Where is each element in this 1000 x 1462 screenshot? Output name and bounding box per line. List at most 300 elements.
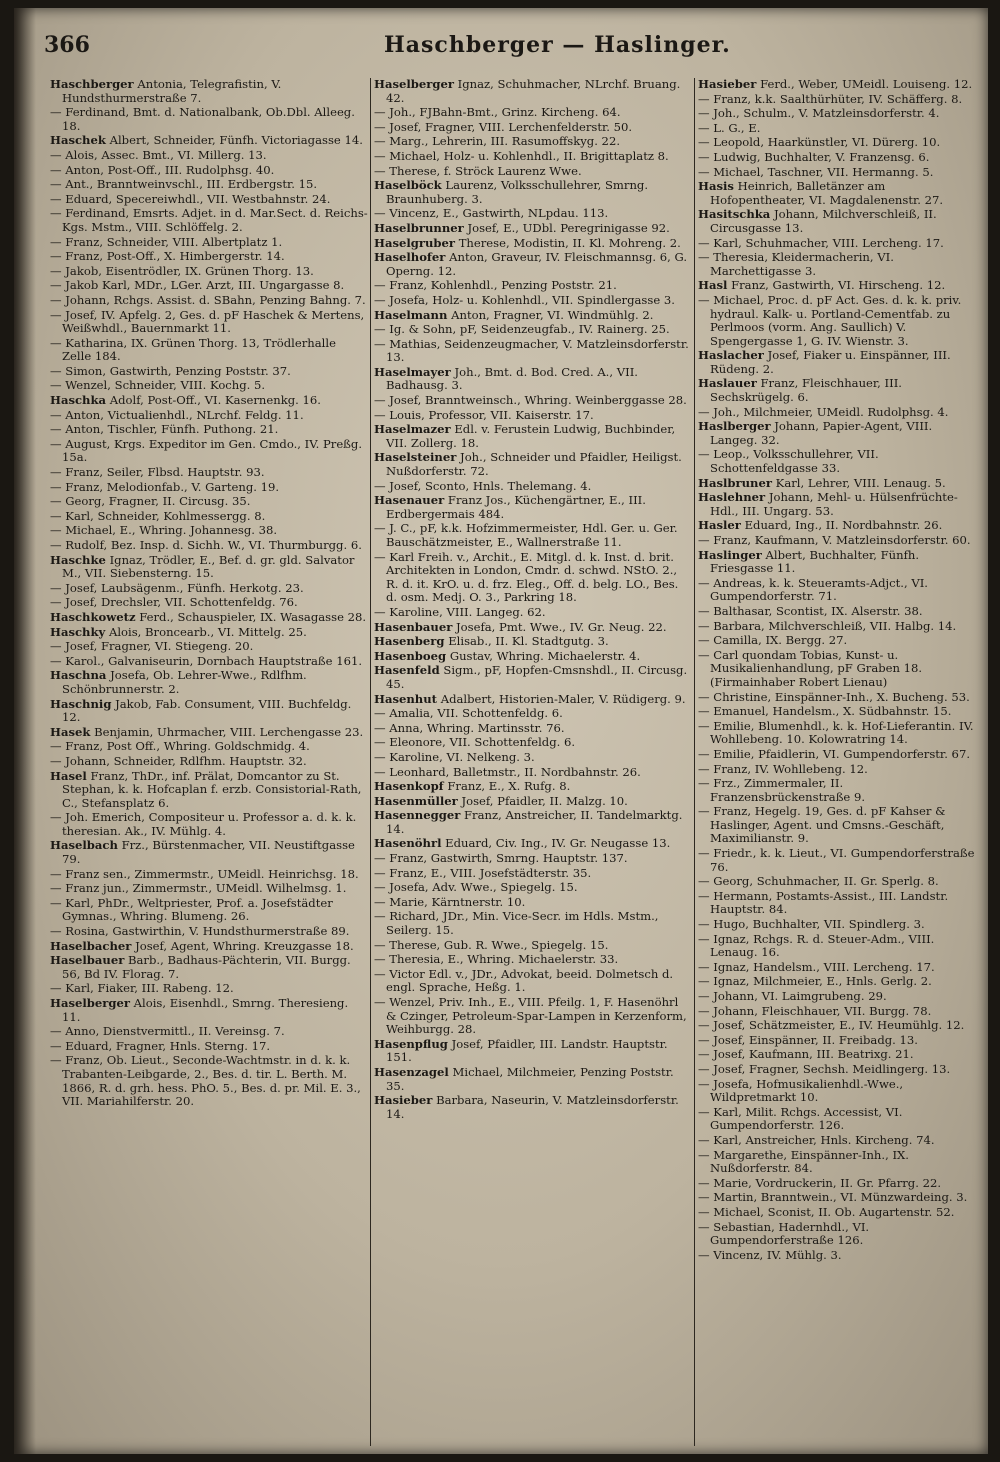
entry-details: — Louis, Professor, VII. Kaiserstr. 17. <box>374 407 594 422</box>
directory-entry <box>374 394 692 408</box>
entry-details: — Michael, Taschner, VII. Hermanng. 5. <box>698 164 934 179</box>
directory-entry <box>698 1078 978 1105</box>
entry-details: — Anton, Tischler, Fünfh. Puthong. 21. <box>50 422 279 437</box>
entry-details: — Josefa, Adv. Wwe., Spiegelg. 15. <box>374 880 578 895</box>
entry-surname: Haselsteiner <box>374 450 457 465</box>
entry-details: — Josef, Schätzmeister, E., IV. Heumühlg. 12. <box>698 1018 965 1033</box>
entry-details: — Josef, Laubsägenm., Fünfh. Herkotg. 23. <box>50 580 304 595</box>
entry-details: Barb., Badhaus-Pächterin, VII. Burgg. 56, Bd IV. Florag. 7. <box>62 953 351 981</box>
entry-details: — Karl, PhDr., Weltpriester, Prof. a. Josefstädter Gymnas., Whring. Blumeng. 26. <box>50 895 333 924</box>
directory-entry <box>374 881 692 895</box>
directory-entry <box>374 480 692 494</box>
directory-entry <box>50 997 368 1024</box>
entry-surname: Hasenpflug <box>374 1036 448 1051</box>
entry-details: — Franz, Seiler, Flbsd. Hauptstr. 93. <box>50 465 265 480</box>
entry-details: — Jakob, Eisentrödler, IX. Grünen Thorg. 13. <box>50 263 314 278</box>
entry-surname: Haslinger <box>698 547 762 562</box>
running-head: Haschberger — Haslinger. <box>384 32 731 58</box>
entry-surname: Haselbacher <box>50 938 132 953</box>
directory-entry <box>698 180 978 207</box>
entry-details: — Josef, Branntweinsch., Whring. Weinberggasse 28. <box>374 393 687 408</box>
entry-details: — Karoline, VIII. Langeg. 62. <box>374 604 546 619</box>
entry-details: — Franz, Gastwirth, Smrng. Hauptstr. 137. <box>374 851 628 866</box>
entry-details: — August, Krgs. Expeditor im Gen. Cmdo., IV. Preßg. 15a. <box>50 436 363 465</box>
entry-details: Ferd., Schauspieler, IX. Wasagasse 28. <box>139 609 367 624</box>
directory-entry <box>698 1019 978 1033</box>
entry-surname: Hasieber <box>698 78 757 91</box>
directory-entry <box>374 867 692 881</box>
entry-details: — Therese, Gub. R. Wwe., Spiegelg. 15. <box>374 937 609 952</box>
directory-entry <box>698 763 978 777</box>
entry-details: — Josefa, Hofmusikalienhdl.-Wwe., Wildpretmarkt 10. <box>698 1076 904 1105</box>
directory-entry <box>374 1094 692 1121</box>
directory-entry <box>50 1040 368 1054</box>
entry-surname: Haslacher <box>698 348 764 363</box>
entry-details: — Mathias, Seidenzeugmacher, V. Matzleinsdorferstr. 13. <box>374 336 689 365</box>
directory-entry <box>50 337 368 364</box>
directory-entry <box>374 222 692 236</box>
entry-surname: Haschky <box>50 624 106 639</box>
entry-surname: Haschka <box>50 393 107 408</box>
entry-surname: Hasel <box>50 768 87 783</box>
entry-surname: Hasler <box>698 518 741 533</box>
entry-details: — Karol., Galvaniseurin, Dornbach Hauptstraße 161. <box>50 653 363 668</box>
entry-details: Josefa, Ob. Lehrer-Wwe., Rdlfhm. Schönbrunnerstr. 2. <box>62 668 307 696</box>
entry-details: — Theresia, E., Whring. Michaelerstr. 33. <box>374 952 619 967</box>
entry-details: — Johann, Schneider, Rdlfhm. Hauptstr. 32. <box>50 753 307 768</box>
entry-details: — Franz, Post-Off., X. Himbergerstr. 14. <box>50 249 285 264</box>
entry-details: — Ig. & Sohn, pF, Seidenzeugfab., IV. Rainerg. 25. <box>374 322 670 337</box>
directory-entry <box>50 726 368 740</box>
directory-entry <box>374 621 692 635</box>
entry-details: Albert, Schneider, Fünfh. Victoriagasse 14. <box>109 133 363 148</box>
entry-details: — Franz, E., VIII. Josefstädterstr. 35. <box>374 865 592 880</box>
directory-entry <box>50 669 368 696</box>
directory-page <box>14 8 988 1454</box>
entry-details: — Hugo, Buchhalter, VII. Spindlerg. 3. <box>698 917 925 932</box>
entry-details: — Marg., Lehrerin, III. Rasumoffskyg. 22. <box>374 134 620 149</box>
directory-entry <box>698 1134 978 1148</box>
directory-entry <box>698 107 978 121</box>
entry-details: Therese, Modistin, II. Kl. Mohreng. 2. <box>458 235 681 250</box>
entry-details: Barbara, Naseurin, V. Matzleinsdorferstr. 14. <box>386 1093 679 1121</box>
entry-surname: Haslehner <box>698 490 766 505</box>
directory-entry <box>374 409 692 423</box>
entry-surname: Haselberger <box>50 996 130 1010</box>
directory-entry <box>698 1206 978 1220</box>
entry-details: Joh., Bmt. d. Bod. Cred. A., VII. Badhausg. 3. <box>386 364 638 393</box>
directory-entry <box>698 279 978 293</box>
directory-entry <box>374 106 692 120</box>
entry-details: Michael, Milchmeier, Penzing Poststr. 35. <box>386 1064 674 1093</box>
directory-entry <box>698 251 978 278</box>
directory-entry <box>698 237 978 251</box>
directory-entry <box>698 933 978 960</box>
entry-surname: Haslberger <box>698 419 771 434</box>
entry-details: — Franz, Melodionfab., V. Garteng. 19. <box>50 479 280 494</box>
entry-details: — Franz, Ob. Lieut., Seconde-Wachtmstr. in d. k. k. Trabanten-Leibgarde, 2., Bes. d. tir. L. Berth. M. 1866, R. d. grh. hess. PhO. 5., Bes. d. pr. Mil. E. 3., VII. Mariahilferstr. 20. <box>50 1053 361 1109</box>
entry-details: — Joh., FJBahn-Bmt., Grinz. Kircheng. 64. <box>374 105 621 120</box>
entry-surname: Hasieber <box>374 1093 433 1108</box>
entry-details: Sigm., pF, Hopfen-Cmsnshdl., II. Circusg. 45. <box>386 663 688 691</box>
directory-entry <box>50 510 368 524</box>
directory-entry <box>698 875 978 889</box>
directory-entry <box>50 423 368 437</box>
entry-details: — Franz sen., Zimmermstr., UMeidl. Heinrichsg. 18. <box>50 866 359 881</box>
directory-entry <box>50 409 368 423</box>
directory-entry <box>698 122 978 136</box>
entry-details: — Karoline, VI. Nelkeng. 3. <box>374 749 535 764</box>
directory-entry <box>50 481 368 495</box>
directory-entry <box>374 650 692 664</box>
column-2 <box>374 78 692 1446</box>
directory-entry <box>698 136 978 150</box>
directory-entry <box>698 1177 978 1191</box>
entry-details: — Vincenz, IV. Mühlg. 3. <box>698 1247 842 1262</box>
directory-entry <box>50 106 368 133</box>
directory-entry <box>50 940 368 954</box>
entry-details: Gustav, Whring. Michaelerstr. 4. <box>449 648 641 663</box>
directory-entry <box>698 151 978 165</box>
directory-entry <box>374 606 692 620</box>
entry-details: Antonia, Telegrafistin, V. Hundsthurmerstraße 7. <box>62 78 282 105</box>
entry-surname: Hasenbauer <box>374 619 453 634</box>
entry-details: — Anton, Victualienhdl., NLrchf. Feldg. 11. <box>50 407 304 422</box>
entry-details: — Franz, Kaufmann, V. Matzleinsdorferstr. 60. <box>698 533 971 547</box>
entry-details: — Richard, JDr., Min. Vice-Secr. im Hdls. Mstm., Seilerg. 15. <box>374 909 659 938</box>
entry-surname: Hasenkopf <box>374 779 444 794</box>
entry-details: — Karl, Anstreicher, Hnls. Kircheng. 74. <box>698 1132 935 1147</box>
entry-details: — Josefa, Holz- u. Kohlenhdl., VII. Spindlergasse 3. <box>374 292 675 307</box>
entry-details: Franz, ThDr., inf. Prälat, Domcantor zu St. Stephan, k. k. Hofcaplan f. erzb. Consistorial-Rath, C., Stefansplatz 6. <box>62 768 362 810</box>
entry-details: — Josef, Fragner, VI. Stiegeng. 20. <box>50 639 254 654</box>
entry-details: — Karl Freih. v., Archit., E. Mitgl. d. k. Inst. d. brit. Architekten in London, Cmdr. d. schwd. NStO. 2., R. d. it. KrO. u. d. frz. Eleg., Off. d. belg. LO., Bes. d. osm. Medj. O. 3., Parkring 18. <box>374 549 679 605</box>
entry-details: Eduard, Civ. Ing., IV. Gr. Neugasse 13. <box>445 836 671 851</box>
entry-details: — Hermann, Postamts-Assist., III. Landstr. Hauptstr. 84. <box>698 888 949 917</box>
directory-entry <box>374 207 692 221</box>
column-1 <box>50 78 368 1446</box>
directory-entry <box>50 655 368 669</box>
entry-details: — Alois, Assec. Bmt., VI. Millerg. 13. <box>50 147 267 162</box>
entry-surname: Haselbach <box>50 838 118 853</box>
directory-entry <box>374 795 692 809</box>
directory-entry <box>698 1149 978 1176</box>
directory-entry <box>50 698 368 725</box>
directory-entry <box>698 549 978 576</box>
column-divider <box>370 78 371 1446</box>
directory-entry <box>698 634 978 648</box>
directory-entry <box>374 78 692 105</box>
directory-entry <box>50 897 368 924</box>
entry-details: — Rudolf, Bez. Insp. d. Sichh. W., VI. Thurmburgg. 6. <box>50 538 362 552</box>
directory-entry <box>50 611 368 625</box>
directory-entry <box>374 809 692 836</box>
directory-entry <box>698 406 978 420</box>
entry-surname: Hasenmüller <box>374 793 458 808</box>
directory-entry <box>50 178 368 192</box>
entry-details: — Emilie, Blumenhdl., k. k. Hof-Lieferantin. IV. Wohllebeng. 10. Kolowratring 14. <box>698 718 974 747</box>
entry-details: — Margarethe, Einspänner-Inh., IX. Nußdorferstr. 84. <box>698 1147 909 1176</box>
directory-entry <box>50 582 368 596</box>
directory-entry <box>698 1249 978 1263</box>
directory-entry <box>698 78 978 92</box>
entry-details: — Ignaz, Handelsm., VIII. Lercheng. 17. <box>698 959 935 974</box>
entry-details: Anton, Graveur, IV. Fleischmannsg. 6, G. Operng. 12. <box>386 250 688 278</box>
entry-details: Alois, Broncearb., VI. Mittelg. 25. <box>108 624 307 639</box>
directory-entry <box>698 975 978 989</box>
entry-details: — Anton, Post-Off., III. Rudolphsg. 40. <box>50 162 275 177</box>
directory-entry <box>50 193 368 207</box>
directory-entry <box>374 294 692 308</box>
directory-entry <box>374 135 692 149</box>
column-3 <box>698 78 978 1446</box>
entry-details: — Josef, Fragner, VIII. Lerchenfelderstr. 50. <box>374 119 633 134</box>
entry-details: Franz, Fleischhauer, III. Sechskrügelg. 6. <box>710 376 902 405</box>
directory-entry <box>374 309 692 323</box>
entry-details: — Jakob Karl, MDr., LGer. Arzt, III. Ungargasse 8. <box>50 278 345 293</box>
directory-entry <box>50 1054 368 1108</box>
entry-details: Franz Jos., Küchengärtner, E., III. Erdbergermais 484. <box>386 493 646 521</box>
entry-surname: Hasenhut <box>374 691 438 706</box>
entry-details: — Georg, Fragner, II. Circusg. 35. <box>50 494 251 509</box>
directory-entry <box>374 852 692 866</box>
directory-entry <box>50 524 368 538</box>
entry-details: — Michael, Holz- u. Kohlenhdl., II. Brigittaplatz 8. <box>374 148 669 163</box>
entry-details: — Frz., Zimmermaler, II. Franzensbrückenstraße 9. <box>698 776 866 804</box>
directory-entry <box>698 477 978 491</box>
directory-entry <box>50 164 368 178</box>
directory-entry <box>698 847 978 874</box>
entry-details: — Leonhard, Balletmstr., II. Nordbahnstr. 26. <box>374 764 641 779</box>
entry-details: Edl. v. Ferustein Ludwig, Buchbinder, VII. Zollerg. 18. <box>386 422 676 450</box>
entry-details: Anton, Fragner, VI. Windmühlg. 2. <box>451 307 654 322</box>
entry-details: Adalbert, Historien-Maler, V. Rüdigerg. 9. <box>440 691 686 706</box>
entry-surname: Haselgruber <box>374 235 456 250</box>
directory-entry <box>698 961 978 975</box>
directory-entry <box>698 519 978 533</box>
directory-entry <box>374 451 692 478</box>
entry-details: — Joh., Milchmeier, UMeidl. Rudolphsg. 4. <box>698 404 949 419</box>
entry-surname: Haselhofer <box>374 250 446 265</box>
entry-details: — Camilla, IX. Bergg. 27. <box>698 633 848 648</box>
directory-entry <box>50 78 368 105</box>
entry-details: Franz, Anstreicher, II. Tandelmarktg. 14. <box>386 808 683 836</box>
directory-entry <box>698 1034 978 1048</box>
entry-details: — Theresia, Kleidermacherin, VI. Marchettigasse 3. <box>698 250 894 278</box>
entry-details: — Christine, Einspänner-Inh., X. Bucheng. 53. <box>698 689 970 704</box>
entry-surname: Hasenfeld <box>374 663 440 678</box>
entry-surname: Hasek <box>50 724 91 739</box>
column-divider <box>694 78 695 1446</box>
entry-details: — Josef, IV. Apfelg. 2, Ges. d. pF Haschek & Mertens, Weißwhdl., Bauernmarkt 11. <box>50 307 365 336</box>
entry-details: Josef, E., UDbl. Peregrinigasse 92. <box>467 220 670 235</box>
directory-entry <box>374 939 692 953</box>
entry-details: — Michael, E., Whring. Johannesg. 38. <box>50 523 278 538</box>
entry-details: Elisab., II. Kl. Stadtgutg. 3. <box>448 634 609 649</box>
directory-entry <box>374 121 692 135</box>
entry-surname: Haselböck <box>374 178 442 193</box>
directory-entry <box>374 896 692 910</box>
entry-details: — Georg, Schuhmacher, II. Gr. Sperlg. 8. <box>698 874 939 889</box>
entry-details: Alois, Eisenhdl., Smrng. Theresieng. 11. <box>62 996 349 1024</box>
entry-details: Laurenz, Volksschullehrer, Smrng. Braunhuberg. 3. <box>386 178 649 206</box>
directory-entry <box>698 620 978 634</box>
directory-entry <box>50 626 368 640</box>
entry-details: — Ignaz, Milchmeier, E., Hnls. Gerlg. 2. <box>698 974 932 989</box>
entry-surname: Haselbrunner <box>374 220 464 235</box>
directory-entry <box>50 925 368 939</box>
entry-details: Johann, Milchverschleiß, II. Circusgasse 13. <box>710 207 937 235</box>
entry-details: — Ferdinand, Emsrts. Adjet. in d. Mar.Sect. d. Reichs-Kgs. Mstm., VIII. Schlöffelg. 2. <box>50 206 368 234</box>
directory-entry <box>50 740 368 754</box>
directory-entry <box>50 365 368 379</box>
directory-entry <box>50 868 368 882</box>
entry-surname: Haselbauer <box>50 953 125 968</box>
directory-entry <box>374 251 692 278</box>
entry-details: — Rosina, Gastwirthin, V. Hundsthurmerstraße 89. <box>50 924 350 939</box>
entry-surname: Hasenauer <box>374 493 445 508</box>
entry-details: — Franz, Post Off., Whring. Goldschmidg. 4. <box>50 739 310 754</box>
entry-details: — Anno, Dienstvermittl., II. Vereinsg. 7. <box>50 1024 285 1039</box>
entry-details: — Sebastian, Hadernhdl., VI. Gumpendorferstraße 126. <box>698 1219 870 1248</box>
entry-details: — Ferdinand, Bmt. d. Nationalbank, Ob.Dbl. Alleeg. 18. <box>50 105 355 133</box>
directory-entry <box>374 551 692 605</box>
directory-entry <box>698 1106 978 1133</box>
directory-entry <box>374 736 692 750</box>
entry-surname: Hasitschka <box>698 207 771 222</box>
entry-details: — Victor Edl. v., JDr., Advokat, beeid. Dolmetsch d. engl. Sprache, Heßg. 1. <box>374 966 674 995</box>
entry-surname: Haschkowetz <box>50 609 136 624</box>
entry-details: — Franz, k.k. Saalthürhüter, IV. Schäfferg. 8. <box>698 91 963 106</box>
entry-details: — Josef, Sconto, Hnls. Thelemang. 4. <box>374 478 592 493</box>
directory-entry <box>374 179 692 206</box>
entry-details: — Karl, Milit. Rchgs. Accessist, VI. Gumpendorferstr. 126. <box>698 1104 903 1133</box>
directory-entry <box>50 982 368 996</box>
entry-surname: Haselmayer <box>374 364 451 379</box>
directory-entry <box>698 1005 978 1019</box>
directory-entry <box>50 539 368 553</box>
entry-details: — Vincenz, E., Gastwirth, NLpdau. 113. <box>374 206 609 221</box>
directory-entry <box>374 423 692 450</box>
directory-entry <box>50 596 368 610</box>
directory-entry <box>374 494 692 521</box>
entry-details: — Franz, Schneider, VIII. Albertplatz 1. <box>50 234 283 249</box>
directory-entry <box>50 309 368 336</box>
entry-details: — Martin, Branntwein., VI. Münzwardeing. 3. <box>698 1190 968 1205</box>
directory-entry <box>698 691 978 705</box>
directory-entry <box>698 577 978 604</box>
directory-entry <box>374 837 692 851</box>
entry-details: Ferd., Weber, UMeidl. Louiseng. 12. <box>760 78 973 91</box>
entry-details: — Franz jun., Zimmermstr., UMeidl. Wilhelmsg. 1. <box>50 881 347 896</box>
entry-surname: Haselmann <box>374 307 448 322</box>
directory-entry <box>698 918 978 932</box>
entry-details: Johann, Papier-Agent, VIII. Langeg. 32. <box>710 419 933 447</box>
entry-details: Karl, Lehrer, VIII. Lenaug. 5. <box>775 475 946 490</box>
directory-entry <box>698 377 978 404</box>
directory-entry <box>698 208 978 235</box>
entry-details: — Karl, Fiaker, III. Rabeng. 12. <box>50 981 234 996</box>
directory-entry <box>50 1025 368 1039</box>
entry-surname: Haschke <box>50 552 106 567</box>
entry-details: — Ignaz, Rchgs. R. d. Steuer-Adm., VIII. Lenaug. 16. <box>698 931 935 960</box>
entry-details: Jakob, Fab. Consument, VIII. Buchfeldg. 12. <box>62 696 352 725</box>
entry-details: — Andreas, k. k. Steueramts-Adjct., VI. Gumpendorferstr. 71. <box>698 575 928 604</box>
entry-details: — Joh., Schulm., V. Matzleinsdorferstr. 4. <box>698 106 940 121</box>
directory-entry <box>698 890 978 917</box>
directory-entry <box>50 279 368 293</box>
directory-entry <box>374 150 692 164</box>
directory-entry <box>50 236 368 250</box>
entry-details: — Ludwig, Buchhalter, V. Franzensg. 6. <box>698 149 930 164</box>
entry-surname: Haschna <box>50 668 107 683</box>
entry-details: Albert, Buchhalter, Fünfh. Friesgasse 11. <box>710 547 920 576</box>
directory-entry <box>50 811 368 838</box>
directory-entry <box>374 522 692 549</box>
entry-details: Josef, Agent, Whring. Kreuzgasse 18. <box>135 938 354 953</box>
directory-entry <box>374 1038 692 1065</box>
directory-entry <box>698 534 978 548</box>
entry-details: Adolf, Post-Off., VI. Kasernenkg. 16. <box>109 393 321 408</box>
directory-entry <box>374 968 692 995</box>
entry-details: — Katharina, IX. Grünen Thorg. 13, Trödlerhalle Zelle 184. <box>50 335 336 364</box>
entry-details: — Josef, Einspänner, II. Freibadg. 13. <box>698 1032 918 1047</box>
directory-entry <box>374 707 692 721</box>
directory-entry <box>374 693 692 707</box>
directory-entry <box>374 766 692 780</box>
directory-entry <box>374 910 692 937</box>
entry-details: — Emanuel, Handelsm., X. Südbahnstr. 15. <box>698 704 952 719</box>
entry-surname: Haselberger <box>374 78 454 91</box>
directory-entry <box>698 649 978 690</box>
entry-details: — Anna, Whring. Martinsstr. 76. <box>374 720 565 735</box>
entry-details: — Simon, Gastwirth, Penzing Poststr. 37. <box>50 363 291 378</box>
entry-details: — Carl quondam Tobias, Kunst- u. Musikalienhandlung, pF Graben 18. (Firmainhaber Robert Lienau) <box>698 647 923 689</box>
entry-details: Josef, Pfaidler, III. Landstr. Hauptstr. 151. <box>386 1036 668 1065</box>
entry-details: — Leopold, Haarkünstler, VI. Dürerg. 10. <box>698 135 941 150</box>
entry-details: — Eduard, Fragner, Hnls. Sterng. 17. <box>50 1038 271 1053</box>
entry-details: — Wenzel, Priv. Inh., E., VIII. Pfeilg. 1, F. Hasenöhrl & Czinger, Petroleum-Spar-Lampen in Kerzenform, Weihburgg. 28. <box>374 995 687 1037</box>
entry-surname: Hasenboeg <box>374 648 447 663</box>
entry-surname: Hasenberg <box>374 634 445 649</box>
entry-details: Ignaz, Trödler, E., Bef. d. gr. gld. Salvator M., VII. Siebensterng. 15. <box>62 552 355 581</box>
directory-entry <box>374 1066 692 1093</box>
entry-details: Franz, E., X. Rufg. 8. <box>447 779 571 794</box>
directory-entry <box>50 294 368 308</box>
entry-surname: Haschnig <box>50 696 112 711</box>
entry-details: — Friedr., k. k. Lieut., VI. Gumpendorferstraße 76. <box>698 846 975 874</box>
directory-entry <box>374 780 692 794</box>
directory-entry <box>50 207 368 234</box>
entry-details: — Franz, IV. Wohllebeng. 12. <box>698 761 868 776</box>
entry-surname: Haslauer <box>698 376 757 391</box>
entry-details: — Ant., Branntweinvschl., III. Erdbergstr. 15. <box>50 177 318 192</box>
directory-entry <box>374 635 692 649</box>
directory-entry <box>698 777 978 804</box>
directory-entry <box>50 770 368 811</box>
directory-entry <box>374 338 692 365</box>
entry-surname: Haselmazer <box>374 422 451 437</box>
directory-entry <box>50 882 368 896</box>
page-header <box>44 22 974 74</box>
directory-entry <box>50 438 368 465</box>
entry-details: — Amalia, VII. Schottenfeldg. 6. <box>374 706 563 721</box>
directory-entry <box>698 605 978 619</box>
entry-details: — Karl, Schneider, Kohlmessergg. 8. <box>50 508 266 523</box>
entry-details: — L. G., E. <box>698 120 761 135</box>
entry-details: Johann, Mehl- u. Hülsenfrüchte-Hdl., III. Ungarg. 53. <box>710 490 958 518</box>
directory-entry <box>698 705 978 719</box>
